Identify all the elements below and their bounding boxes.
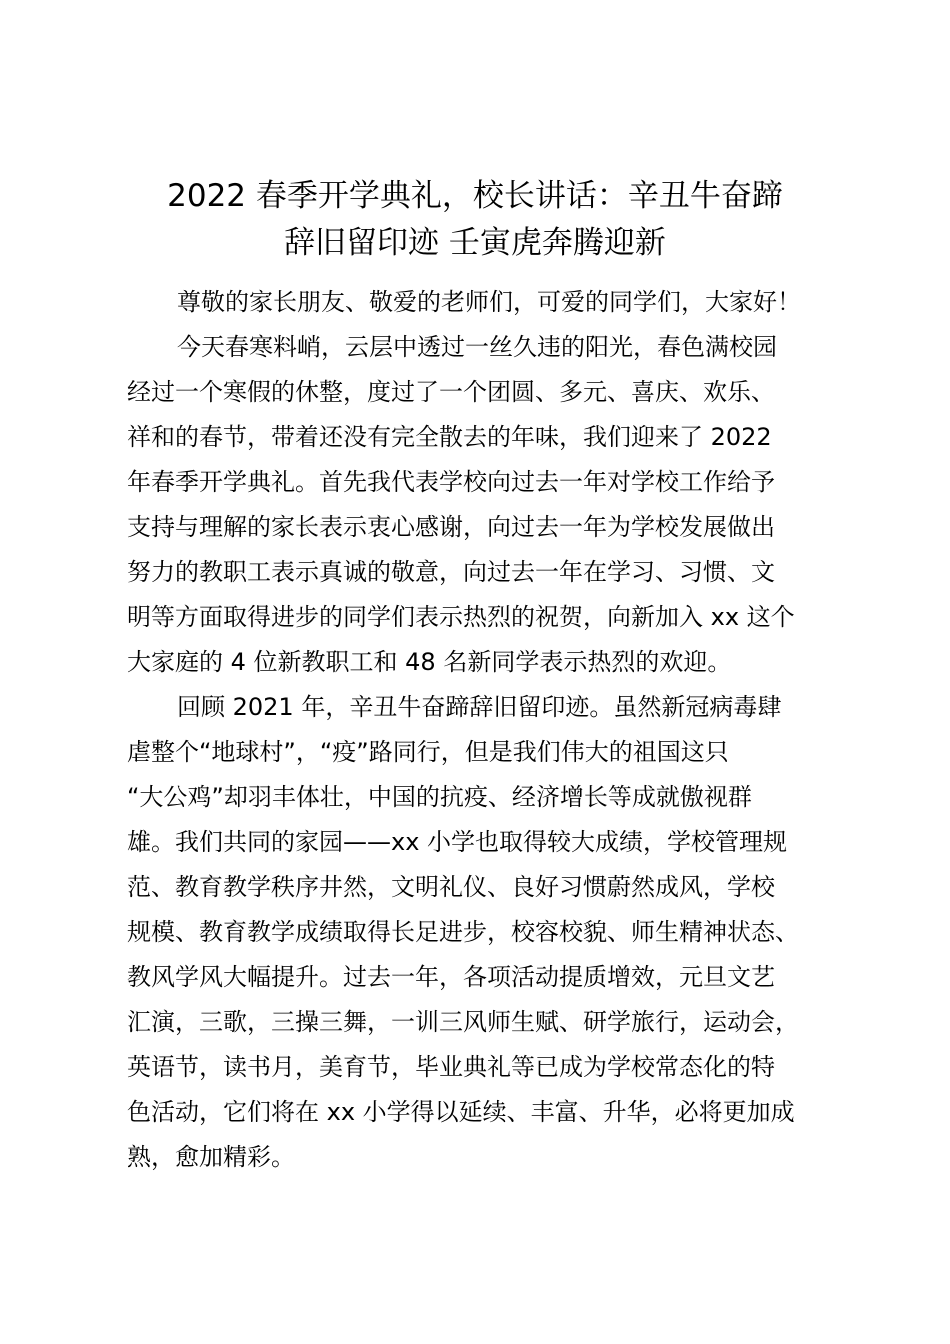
title-line-1: 2022 春季开学典礼，校长讲话：辛丑牛奋蹄 xyxy=(167,178,783,214)
paragraph-2-line-10: 色活动，它们将在 xx 小学得以延续、丰富、升华，必将更加成 xyxy=(127,1098,795,1126)
paragraph-2-line-8: 汇演，三歌，三操三舞，一训三风师生赋、研学旅行，运动会， xyxy=(127,1008,799,1036)
paragraph-1-line-6: 努力的教职工表示真诚的敬意，向过去一年在学习、习惯、文 xyxy=(127,558,775,586)
paragraph-2-line-4: 雄。我们共同的家园——xx 小学也取得较大成绩，学校管理规 xyxy=(127,828,788,856)
paragraph-2-line-11: 熟，愈加精彩。 xyxy=(127,1143,295,1171)
paragraph-1-line-3: 祥和的春节，带着还没有完全散去的年味，我们迎来了 2022 xyxy=(127,423,772,451)
paragraph-2-line-7: 教风学风大幅提升。过去一年，各项活动提质增效，元旦文艺 xyxy=(127,963,775,991)
paragraph-1-line-8: 大家庭的 4 位新教职工和 48 名新同学表示热烈的欢迎。 xyxy=(127,648,732,676)
title-line-2: 辞旧留印迹 壬寅虎奔腾迎新 xyxy=(284,225,666,261)
paragraph-2-line-6: 规模、教育教学成绩取得长足进步，校容校貌、师生精神状态、 xyxy=(127,918,799,946)
paragraph-2-line-3: “大公鸡”却羽丰体壮，中国的抗疫、经济增长等成就傲视群 xyxy=(127,783,752,811)
paragraph-1-line-1: 今天春寒料峭，云层中透过一丝久违的阳光，春色满校园 xyxy=(177,333,777,361)
paragraph-1-line-2: 经过一个寒假的休整，度过了一个团圆、多元、喜庆、欢乐、 xyxy=(127,378,775,406)
greeting-line: 尊敬的家长朋友、敬爱的老师们，可爱的同学们，大家好！ xyxy=(177,288,801,316)
paragraph-1-line-4: 年春季开学典礼。首先我代表学校向过去一年对学校工作给予 xyxy=(127,468,775,496)
paragraph-2-line-9: 英语节，读书月，美育节，毕业典礼等已成为学校常态化的特 xyxy=(127,1053,775,1081)
paragraph-2-line-5: 范、教育教学秩序井然，文明礼仪、良好习惯蔚然成风，学校 xyxy=(127,873,775,901)
paragraph-1-line-5: 支持与理解的家长表示衷心感谢，向过去一年为学校发展做出 xyxy=(127,513,775,541)
paragraph-2-line-1: 回顾 2021 年，辛丑牛奋蹄辞旧留印迹。虽然新冠病毒肆 xyxy=(177,693,782,721)
paragraph-2-line-2: 虐整个“地球村”，“疫”路同行，但是我们伟大的祖国这只 xyxy=(127,738,729,766)
paragraph-1-line-7: 明等方面取得进步的同学们表示热烈的祝贺，向新加入 xx 这个 xyxy=(127,603,795,631)
